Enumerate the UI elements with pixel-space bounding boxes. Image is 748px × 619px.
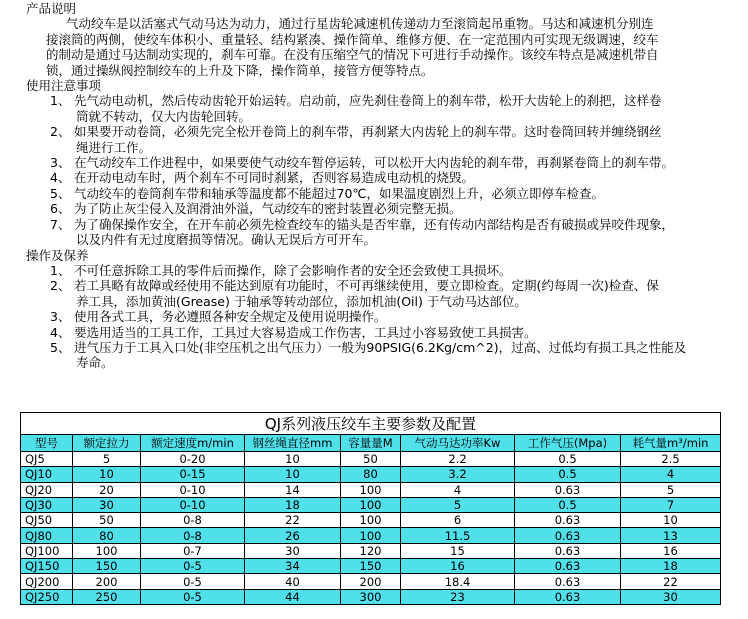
item-line: 在开动电动车时，两个刹车不可同时刹紧，否则容易造成电动机的烧毁。 (74, 170, 475, 186)
product-intro (0, 16, 748, 78)
table-cell: 50 (73, 513, 141, 528)
table-cell: 0.5 (515, 452, 621, 467)
table-cell: 23 (401, 589, 515, 604)
item-line: 在气动绞车工作进程中，如果要使气动绞车暂停运转，可以松开大内齿轮的刹车带，再刹紧卷筒上的刹车带。 (74, 155, 675, 171)
table-row (21, 574, 721, 589)
table-cell: 0-10 (141, 497, 245, 512)
table-cell: 0-20 (141, 452, 245, 467)
item-number: 2、 (50, 124, 71, 140)
table-cell: 5 (621, 482, 721, 497)
table-cell: 0.5 (515, 467, 621, 482)
table-cell: 4 (401, 482, 515, 497)
table-cell: 200 (341, 574, 401, 589)
list-item (0, 93, 748, 124)
table-cell: 6 (401, 513, 515, 528)
usage-list (0, 93, 748, 247)
table-cell: 120 (341, 543, 401, 558)
list-item (0, 278, 748, 309)
table-cell: 100 (341, 513, 401, 528)
item-number: 5、 (50, 185, 71, 201)
table-cell: 0.63 (515, 513, 621, 528)
table-cell: 22 (245, 513, 341, 528)
table-cell: 0-7 (141, 543, 245, 558)
table-row (21, 528, 721, 543)
table-cell: QJ30 (21, 497, 73, 512)
item-line: 绳进行工作。 (76, 139, 152, 155)
table-cell: QJ50 (21, 513, 73, 528)
item-line: 养工具，添加黄油(Grease) 于轴承等转动部位，添加机油(Oil) 于气动马达部位。 (76, 293, 527, 309)
table-cell: 150 (73, 559, 141, 574)
table-cell: 20 (73, 482, 141, 497)
table-cell: 0.63 (515, 589, 621, 604)
table-cell: 100 (341, 482, 401, 497)
table-cell: 80 (73, 528, 141, 543)
table-cell: 7 (621, 497, 721, 512)
section-heading-usage: 使用注意事项 (26, 78, 102, 94)
list-item (0, 263, 748, 278)
table-body (21, 452, 721, 605)
list-item (0, 217, 748, 248)
table-cell: 0.5 (515, 497, 621, 512)
item-number: 1、 (50, 93, 71, 109)
item-line: 以及内件有无过度磨损等情况。确认无误后方可开车。 (76, 232, 377, 248)
table-cell: 44 (245, 589, 341, 604)
item-line: 要选用适当的工具工作，工具过大容易造成工作伤害，工具过小容易致使工具损害。 (74, 324, 537, 340)
table-cell: 150 (341, 559, 401, 574)
table-cell: 300 (341, 589, 401, 604)
table-cell: 50 (341, 452, 401, 467)
table-row (21, 497, 721, 512)
intro-line: 的制动是通过马达制动实现的，刹车可靠。在没有压缩空气的情况下可进行手动操作。该绞车特点是减速机带自 (46, 47, 659, 63)
item-number: 7、 (50, 216, 71, 232)
table-cell: QJ80 (21, 528, 73, 543)
section-heading-product: 产品说明 (26, 1, 77, 16)
table-cell: 26 (245, 528, 341, 543)
list-item (0, 201, 748, 216)
table-cell: 10 (73, 467, 141, 482)
table-cell: 2.2 (401, 452, 515, 467)
table-cell: QJ200 (21, 574, 73, 589)
table-cell: 0-5 (141, 574, 245, 589)
item-line: 寿命。 (76, 355, 114, 371)
table-cell: 0.63 (515, 482, 621, 497)
table-cell: 0.63 (515, 528, 621, 543)
intro-line: 接滚筒的两侧，使绞车体积小、重量轻、结构紧凑、操作简单、维修方便、在一定范围内可实现无级调速，绞车 (46, 31, 659, 47)
item-line: 为了确保操作安全，在开车前必须先检查绞车的锚头是否牢靠，还有传动内部结构是否有破损或异咬件现象， (74, 216, 675, 232)
table-row (21, 513, 721, 528)
table-cell: 30 (245, 543, 341, 558)
table-cell: 0-5 (141, 589, 245, 604)
item-line: 使用各式工具，务必遵照各种安全规定及使用说明操作。 (74, 309, 387, 325)
spec-table-container (20, 412, 720, 605)
item-line: 不可任意拆除工具的零件后而操作，除了会影响作者的安全还会致使工具损坏。 (74, 262, 512, 278)
column-header: 耗气量m³/min (621, 435, 721, 452)
table-cell: 0-10 (141, 482, 245, 497)
list-item (0, 124, 748, 155)
table-row (21, 452, 721, 467)
column-header: 额定速度m/min (141, 435, 245, 452)
table-cell: 16 (621, 543, 721, 558)
table-cell: QJ250 (21, 589, 73, 604)
column-header: 额定拉力 (73, 435, 141, 452)
item-number: 1、 (50, 262, 71, 278)
list-item (0, 155, 748, 170)
item-line: 气动绞车的卷筒刹车带和轴承等温度都不能超过70℃，如果温度剧烈上升，必须立即停车检查。 (74, 185, 604, 201)
table-cell: 100 (341, 497, 401, 512)
table-cell: 18 (245, 497, 341, 512)
table-cell: 0.63 (515, 574, 621, 589)
table-cell: QJ100 (21, 543, 73, 558)
table-cell: 2.5 (621, 452, 721, 467)
item-number: 3、 (50, 155, 71, 171)
table-cell: 5 (73, 452, 141, 467)
table-row (21, 543, 721, 558)
list-item (0, 325, 748, 340)
item-number: 4、 (50, 324, 71, 340)
table-cell: 0-8 (141, 528, 245, 543)
table-cell: QJ5 (21, 452, 73, 467)
item-line: 若工具略有故障或经使用不能达到原有功能时，不可再继续使用，要立即检查。定期(约每周一次)检查、保 (74, 278, 659, 294)
column-header: 气动马达功率Kw (401, 435, 515, 452)
table-header-row (21, 435, 721, 452)
column-header: 容量量M (341, 435, 401, 452)
item-line: 筒就不转动，仅大内齿轮回转。 (76, 108, 252, 124)
table-cell: 16 (401, 559, 515, 574)
item-number: 5、 (50, 339, 71, 355)
item-line: 为了防止灰尘侵入及润滑油外溢，气动绞车的密封装置必须完整无损。 (74, 201, 462, 217)
table-cell: 0-15 (141, 467, 245, 482)
table-cell: 0.63 (515, 559, 621, 574)
item-line: 先气动电动机，然后传动齿轮开始运转。启动前，应先刹住卷筒上的刹车带，松开大齿轮上的刹把，这样卷 (74, 93, 662, 109)
item-number: 4、 (50, 170, 71, 186)
table-cell: 5 (401, 497, 515, 512)
table-cell: 30 (621, 589, 721, 604)
list-item (0, 340, 748, 371)
list-item (0, 170, 748, 185)
table-cell: 0-5 (141, 559, 245, 574)
table-cell: 30 (73, 497, 141, 512)
table-cell: 40 (245, 574, 341, 589)
list-item (0, 186, 748, 201)
table-cell: 15 (401, 543, 515, 558)
table-cell: QJ20 (21, 482, 73, 497)
list-item (0, 309, 748, 324)
table-cell: 10 (621, 513, 721, 528)
table-cell: 14 (245, 482, 341, 497)
table-cell: QJ10 (21, 467, 73, 482)
ops-list (0, 263, 748, 371)
item-line: 进气压力于工具入口处(非空压机之出气压力）一般为90PSIG(6.2Kg/cm^2)，过高、过低均有损工具之性能及 (74, 339, 687, 355)
table-cell: 10 (245, 467, 341, 482)
table-cell: 100 (73, 543, 141, 558)
table-row (21, 482, 721, 497)
table-cell: 4 (621, 467, 721, 482)
section-heading-ops: 操作及保养 (26, 247, 89, 263)
item-line: 如果要开动卷筒，必须先完全松开卷筒上的刹车带，再刹紧大内齿轮上的刹车带。这时卷筒回转并缠绕钢丝 (74, 124, 662, 140)
table-cell: 3.2 (401, 467, 515, 482)
table-cell: 18.4 (401, 574, 515, 589)
table-cell: 250 (73, 589, 141, 604)
table-cell: 11.5 (401, 528, 515, 543)
table-cell: 18 (621, 559, 721, 574)
table-cell: QJ150 (21, 559, 73, 574)
intro-line: 气动绞车是以活塞式气动马达为动力，通过行星齿轮减速机传递动力至滚筒起吊重物。马达和减速机分别连 (66, 16, 654, 32)
item-number: 6、 (50, 201, 71, 217)
intro-line: 锁，通过操纵阀控制绞车的上升及下降，操作简单，接管方便等特点。 (46, 62, 434, 78)
table-cell: 13 (621, 528, 721, 543)
table-caption: QJ系列液压绞车主要参数及配置 (20, 412, 721, 434)
spec-table (20, 412, 721, 605)
table-cell: 100 (341, 528, 401, 543)
table-cell: 10 (245, 452, 341, 467)
table-cell: 0.63 (515, 543, 621, 558)
table-row (21, 559, 721, 574)
table-row (21, 589, 721, 604)
table-cell: 34 (245, 559, 341, 574)
column-header: 钢丝绳直径mm (245, 435, 341, 452)
column-header: 型号 (21, 435, 73, 452)
item-number: 3、 (50, 309, 71, 325)
item-number: 2、 (50, 278, 71, 294)
table-cell: 200 (73, 574, 141, 589)
table-cell: 80 (341, 467, 401, 482)
table-cell: 22 (621, 574, 721, 589)
table-cell: 0-8 (141, 513, 245, 528)
table-row (21, 467, 721, 482)
column-header: 工作气压(Mpa) (515, 435, 621, 452)
